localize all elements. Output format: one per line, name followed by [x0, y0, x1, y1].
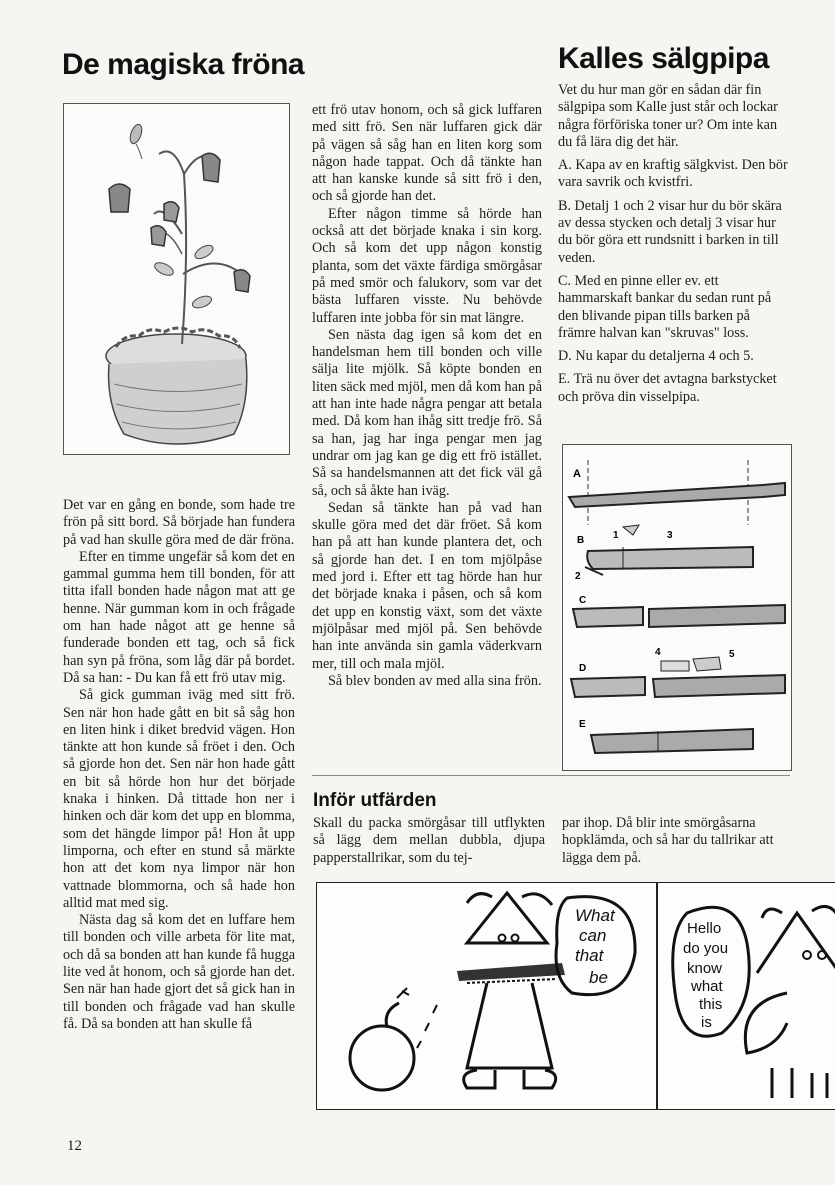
story-column-2 — [312, 102, 542, 690]
svg-text:Hello do you know — [683, 920, 732, 1031]
comic-bubble-word: be — [589, 968, 608, 987]
comic-bubble-word: can — [579, 926, 607, 945]
story-paragraph: Sedan så tänkte han på vad han skulle göra med det där fröet. Så kom han på att han kunde plantera det, och så gjorde han det. I en tom mjölpåse med jord i. Efter ett tag hörde han hur det började knaka i påsen, och så kom det upp en konstig växt, som det växte mjölpåsar med mjöl på. Sen behövde han inte använda sin gamla väderkvarn mer, till och mala mjöl. — [312, 499, 542, 672]
comic-bubble-word: is — [701, 1014, 712, 1031]
page-number: 12 — [67, 1138, 82, 1154]
whistle-diagram — [562, 444, 792, 771]
story-paragraph: ett frö utav honom, och så gick luffaren med sitt frö. Sen när luffaren gick där på vägen så såg han en liten korg som någon hade tappat. Och då tänkte han att han kanske kunde så sitt frö i den, och så gjorde han det. — [312, 102, 542, 205]
diagram-label-b: B — [577, 535, 585, 546]
story-paragraph: Efter en timme ungefär så kom det en gammal gumma hem till bonden, för att titta ifall bonden hade någon mat att ge henne. När gumman kom in och frågade om han hade något att ge henne så funderade bonden ett tag, och så fick han syn på fröna, som låg där på bordet. Då sa han: - Du kan få ett frö utav mig. — [63, 548, 295, 686]
diagram-label-e: E — [579, 719, 586, 730]
whistle-step: A. Kapa av en kraftig sälgkvist. Den bör vara savrik och kvistfri. — [558, 157, 788, 191]
svg-text:What can that — [575, 906, 619, 987]
story-paragraph: Så gick gumman iväg med sitt frö. Sen när hon hade gått en bit så såg hon en liten hink i diket bredvid vägen. Hon tänkte att hon kunde så fröet i den. Och så gjorde hon det. Sen när hon hade gått en bit så hörde hon hur det började knaka i hinken. Då tittade hon ner i hinken och där kom det upp en blomma, som det hängde limpor på! Hon åt upp limporna, och efter en stund så märkte hon att det kom nya limpor när hon vattnade blommorna, och så hade hon alltid mat med sig. — [63, 687, 295, 911]
comic-bubble-word: that — [575, 946, 604, 965]
story-column-1 — [63, 497, 295, 1033]
plant-drawing — [63, 103, 290, 455]
whistle-steps-illustration — [563, 445, 791, 770]
trip-text-right: par ihop. Då blir inte smörgåsarna hopklämda, och så har du tallrikar att lägga dem på. — [562, 815, 774, 866]
trip-text-left: Skall du packa smörgåsar till utflykten så lägg dem mellan dubbla, djupa papperstallrikar, som du tej- — [313, 815, 545, 866]
whistle-title: Kalles sälgpipa — [558, 42, 769, 75]
story-paragraph: Det var en gång en bonde, som hade tre frön på sitt bord. Så började han fundera på vad han skulle göra med de där fröna. — [63, 497, 295, 548]
story-paragraph: Nästa dag så kom det en luffare hem till bonden och ville arbeta för lite mat, och då sa bonden att han kunde få hugga lite ved åt honom, och så gjorde han det. Sen när han hade gjort det så gick han in till bonden och frågade vad han skulle få. Då sa bonden att han skulle få — [63, 912, 295, 1032]
story-paragraph: Sen nästa dag igen så kom det en handelsman hem till bonden och ville sälja lite mjölk. Så köpte bonden en liten säck med mjöl, men då kom han på att han inte hade några pengar att betala med. Då kom han ihåg sitt tredje frö. Så sa han, jag har inga pengar men jag undrar om jag kan ge dig ett frö istället. Så sa handelsmannen att det fick väl gå så, och så åkte han iväg. — [312, 326, 542, 499]
diagram-label-a: A — [573, 468, 581, 480]
comic-bubble-word: do you — [683, 940, 729, 957]
whistle-step: D. Nu kapar du detaljerna 4 och 5. — [558, 348, 754, 365]
comic-bubble-word: Hello — [687, 920, 722, 937]
whistle-step: B. Detalj 1 och 2 visar hur du bör skära av dessa stycken och detalj 3 visar hur du bör göra ett rundsnitt i barken in till veden. — [558, 197, 782, 266]
comic-bubble-word: what — [691, 978, 723, 995]
comic-drawing — [317, 883, 835, 1109]
section-divider — [312, 775, 790, 776]
whistle-step: E. Trä nu över det avtagna barkstycket och pröva din visselpipa. — [558, 371, 777, 405]
whistle-step: C. Med en pinne eller ev. ett hammarskaft bankar du sedan runt på den blivande pipan tills barken på främre halvan kan "skruvas" loss. — [558, 272, 772, 341]
diagram-label-4: 4 — [655, 647, 661, 658]
comic-bubble-word: What — [575, 906, 615, 925]
story-title: De magiska fröna — [62, 48, 305, 81]
diagram-label-d: D — [579, 663, 587, 674]
plant-illustration — [64, 104, 289, 454]
comic-bubble-word: know — [687, 960, 723, 977]
whistle-intro: Vet du hur man gör en sådan där fin sälgpipa som Kalle just står och lockar några förföriska toner ur? Om inte kan du få lära dig det här. — [558, 82, 778, 150]
diagram-label-2: 2 — [575, 571, 581, 582]
trip-title: Inför utfärden — [313, 790, 437, 811]
diagram-label-c: C — [579, 595, 587, 606]
diagram-label-3: 3 — [667, 530, 673, 541]
diagram-label-1: 1 — [613, 530, 619, 541]
whistle-instructions — [558, 82, 790, 412]
comic-strip — [316, 882, 835, 1110]
story-paragraph: Efter någon timme så hörde han också att det började knaka i sin korg. Och så kom det upp någon konstig planta, som det växte färdiga smörgåsar på med smör och falukorv, som var det bästa luffaren visste. Nu behövde luffaren inte jobba för sin mat längre. — [312, 205, 542, 326]
comic-bubble-word: this — [699, 996, 723, 1013]
story-paragraph: Så blev bonden av med alla sina frön. — [328, 672, 542, 689]
diagram-label-5: 5 — [729, 649, 735, 660]
